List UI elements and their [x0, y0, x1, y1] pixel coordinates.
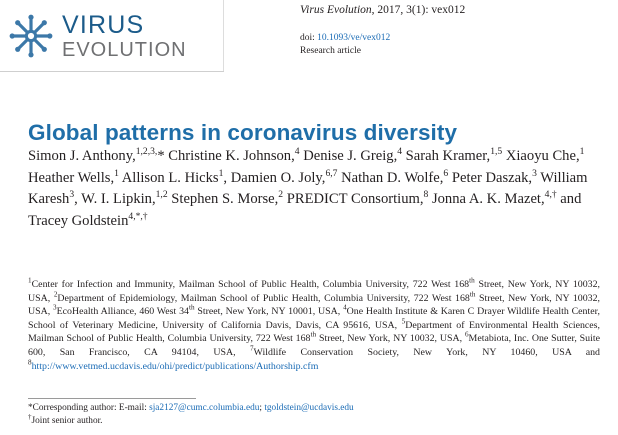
doi-link[interactable]: 10.1093/ve/vex012 [317, 33, 391, 43]
doi-label: doi: [300, 33, 318, 43]
journal-issue: , 2017, 3(1): vex012 [371, 4, 466, 16]
journal-logo-line2: EVOLUTION [62, 38, 187, 61]
journal-logo-text [62, 10, 187, 61]
header-citation-block [300, 4, 600, 56]
corresponding-author-note: *Corresponding author: E-mail: sja2127@cumc.columbia.edu; tgoldstein@ucdavis.edu [28, 403, 354, 413]
journal-citation [300, 4, 600, 16]
footnotes-block [28, 402, 600, 427]
article-type-label: Research article [300, 46, 361, 56]
journal-masthead [0, 0, 224, 72]
page-title: Global patterns in coronavirus diversity [28, 120, 458, 146]
journal-logo-line1: VIRUS [62, 10, 145, 39]
affiliations-block: $^1$Center for Infection and Immunity, Mailman School of Public Health, Columbia University, 722 West 168th Street, New York, NY 10032, USA, $^2$Department of Epidemiology, Mailman School of Public Health, Columbia University, 722 West 168th Street, New York, NY 10032, USA, $^3$EcoHealth Alliance, 460 West 34th Street, New York, NY 10001, USA, $^4$One Health Institute & Karen C Drayer Wildlife Health Center, School of Veterinary Medicine, University of California Davis, Davis, CA 95616, USA, $^5$Department of Environmental Health Sciences, Mailman School of Public Health, Columbia University, 722 West 168th Street, New York, NY 10032, USA, $^6$Metabiota, Inc. One Sutter, Suite 600, San Francisco, CA 94104, USA, $^7$Wildlife Conservation Society, New York, NY 10460, USA and $^8$http://www.vetmed.ucdavis.edu/ohi/predict/publications/Authorship.cfm [28, 276, 600, 372]
virus-starburst-icon [8, 13, 54, 59]
author-list: Simon J. Anthony,$^{1,2,3,}$* Christine K. Johnson,$^4$ Denise J. Greig,$^4$ Sarah Kramer,$^{1,5}$ Xiaoyu Che,$^1$ Heather Wells,$^1$ Allison L. Hicks$^1$, Damien O. Joly,$^{6,7}$ Nathan D. Wolfe,$^6$ Peter Daszak,$^3$ William Karesh$^3$, W. I. Lipkin,$^{1,2}$ Stephen S. Morse,$^2$ PREDICT Consortium,$^8$ Jonna A. K. Mazet,$^{4,\dagger}$ and Tracey Goldstein$^{4,*,\dagger}$ [28, 146, 588, 229]
joint-senior-author-note: †Joint senior author. [28, 412, 103, 426]
journal-name: Virus Evolution [300, 4, 372, 16]
footnote-divider [28, 398, 196, 399]
masthead-divider [0, 71, 224, 72]
doi-line [300, 33, 600, 43]
